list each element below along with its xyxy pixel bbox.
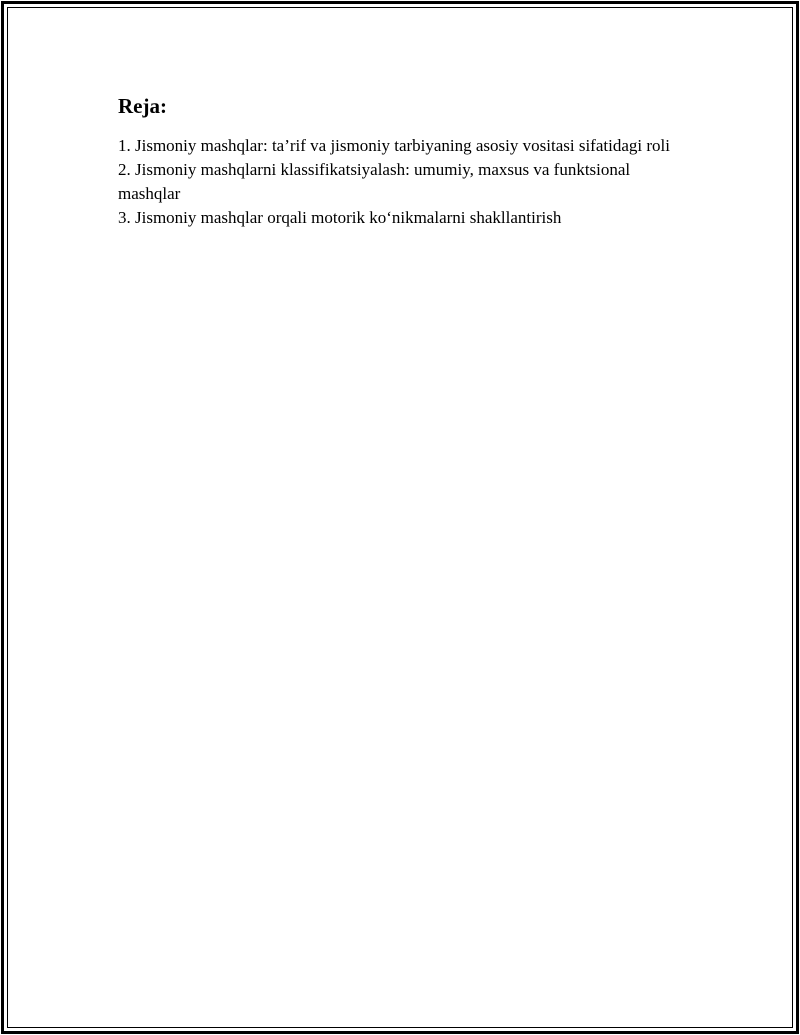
plan-list <box>118 134 688 230</box>
document-body <box>118 93 688 230</box>
plan-item-3: 3. Jismoniy mashqlar orqali motorik ko‘nikmalarni shakllantirish <box>118 208 562 227</box>
plan-item-2: 2. Jismoniy mashqlarni klassifikatsiyalash: umumiy, maxsus va funktsional mashqlar <box>118 160 631 203</box>
plan-item-1: 1. Jismoniy mashqlar: ta’rif va jismoniy tarbiyaning asosiy vositasi sifatidagi roli <box>118 136 670 155</box>
plan-heading: Reja: <box>118 94 167 118</box>
